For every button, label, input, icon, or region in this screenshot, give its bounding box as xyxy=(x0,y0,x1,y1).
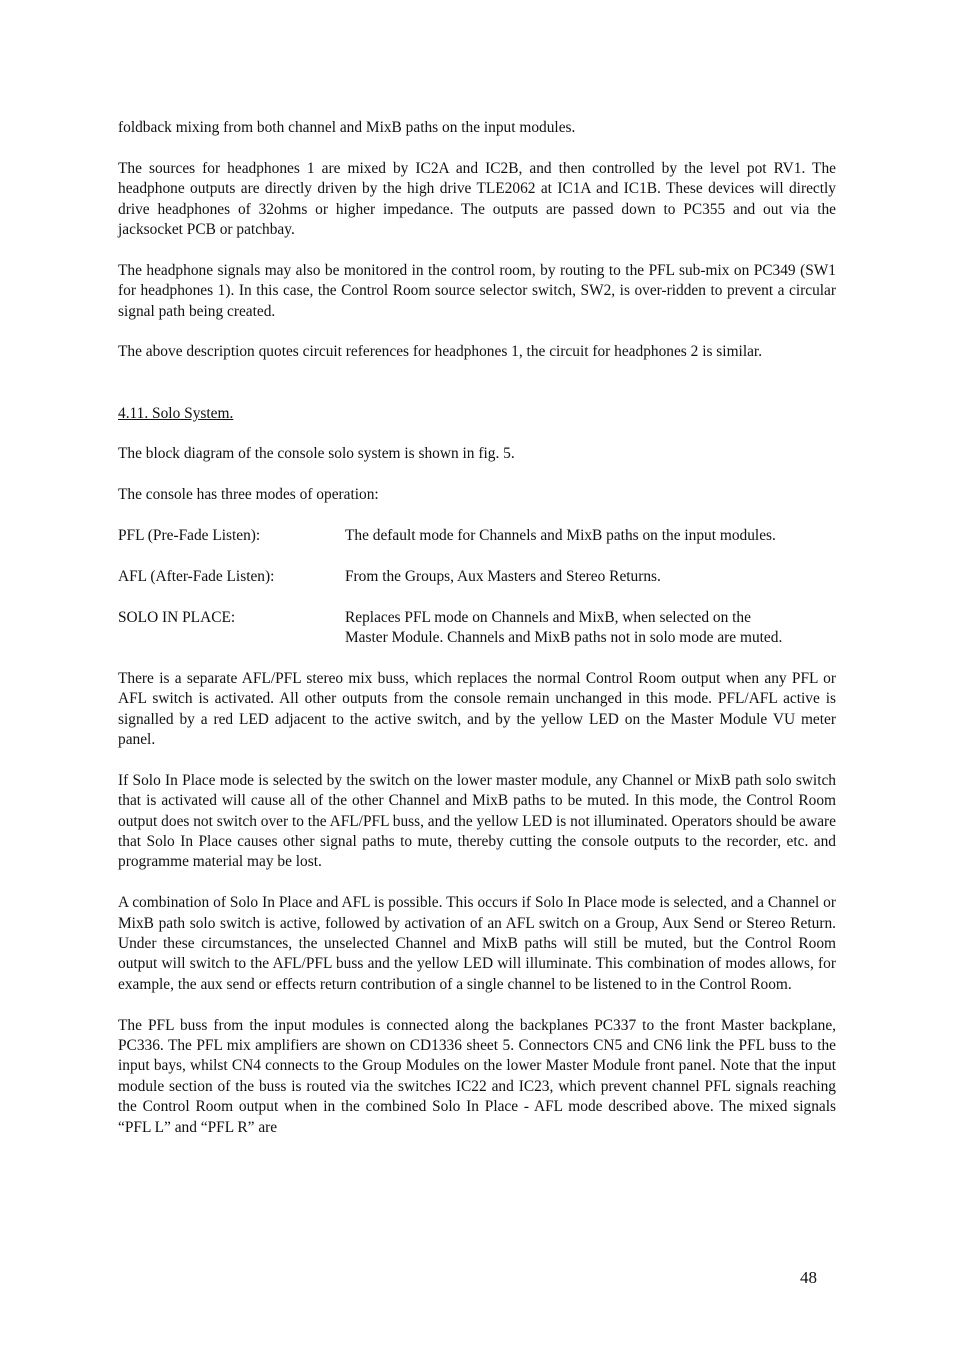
mode-entry-solo-in-place xyxy=(118,608,836,649)
paragraph: The above description quotes circuit references for headphones 1, the circuit for headphones 2 is similar. xyxy=(118,343,763,361)
mode-definition: The default mode for Channels and MixB paths on the input modules. xyxy=(345,527,776,545)
mode-entry-afl xyxy=(118,567,836,587)
paragraph: The console has three modes of operation: xyxy=(118,486,379,504)
mode-term: AFL (After-Fade Listen): xyxy=(118,567,275,585)
paragraph: foldback mixing from both channel and MixB paths on the input modules. xyxy=(118,119,576,136)
mode-term: PFL (Pre-Fade Listen): xyxy=(118,527,261,545)
mode-definition: Replaces PFL mode on Channels and MixB, when selected on the Master Module. Channels and MixB paths not in solo mode are muted. xyxy=(345,608,783,647)
paragraph: The headphone signals may also be monitored in the control room, by routing to the PFL sub-mix on PC349 (SW1 for headphones 1). In this case, the Control Room source selector switch, SW2, is over-ridden to prevent a circular signal path being created. xyxy=(118,261,836,320)
paragraph: There is a separate AFL/PFL stereo mix buss, which replaces the normal Control Room output when any PFL or AFL switch is activated. All other outputs from the console remain unchanged in this mode. PFL/AFL active is signalled by a red LED adjacent to the active switch, and by the yellow LED on the Master Module VU meter panel. xyxy=(118,669,836,749)
page-number: 48 xyxy=(800,1268,817,1287)
mode-term: SOLO IN PLACE: xyxy=(118,608,236,626)
paragraph: The sources for headphones 1 are mixed by IC2A and IC2B, and then controlled by the level pot RV1. The headphone outputs are directly driven by the high drive TLE2062 at IC1A and IC1B. These devices will directly drive headphones of 32ohms or higher impedance. The outputs are passed down to PC355 and out via the jacksocket PCB or patchbay. xyxy=(118,159,836,239)
mode-entry-pfl xyxy=(118,526,836,546)
mode-definition: From the Groups, Aux Masters and Stereo Returns. xyxy=(345,567,661,585)
paragraph: The PFL buss from the input modules is connected along the backplanes PC337 to the front Master backplane, PC336. The PFL mix amplifiers are shown on CD1336 sheet 5. Connectors CN5 and CN6 link the PFL buss to the input bays, whilst CN4 connects to the Group Modules on the lower Master Module front panel. Note that the input module section of the buss is routed via the switches IC22 and IC23, which prevent channel PFL signals reaching the Control Room output when in the combined Solo In Place - AFL mode described above. The mixed signals “PFL L” and “PFL R” are xyxy=(118,1016,836,1136)
paragraph: A combination of Solo In Place and AFL is possible. This occurs if Solo In Place mode is selected, and a Channel or MixB path solo switch is active, followed by activation of an AFL switch on a Group, Aux Send or Stereo Return. Under these circumstances, the unselected Channel and MixB paths will still be muted, but the Control Room output will switch to the AFL/PFL buss and the yellow LED will illuminate. This combination of modes allows, for example, the aux send or effects return contribution of a single channel to be listened to in the Control Room. xyxy=(118,894,836,993)
paragraph: The block diagram of the console solo system is shown in fig. 5. xyxy=(118,445,515,463)
document-body xyxy=(118,118,836,1138)
section-heading: 4.11. Solo System. xyxy=(118,404,234,422)
paragraph: If Solo In Place mode is selected by the switch on the lower master module, any Channel or MixB path solo switch that is activated will cause all of the other Channel and MixB paths to be muted. In this mode, the Control Room output does not switch over to the AFL/PFL buss, and the yellow LED is not illuminated. Operators should be aware that Solo In Place causes other signal paths to mute, thereby cutting the console outputs to the recorder, etc. and programme material may be lost. xyxy=(118,771,836,871)
